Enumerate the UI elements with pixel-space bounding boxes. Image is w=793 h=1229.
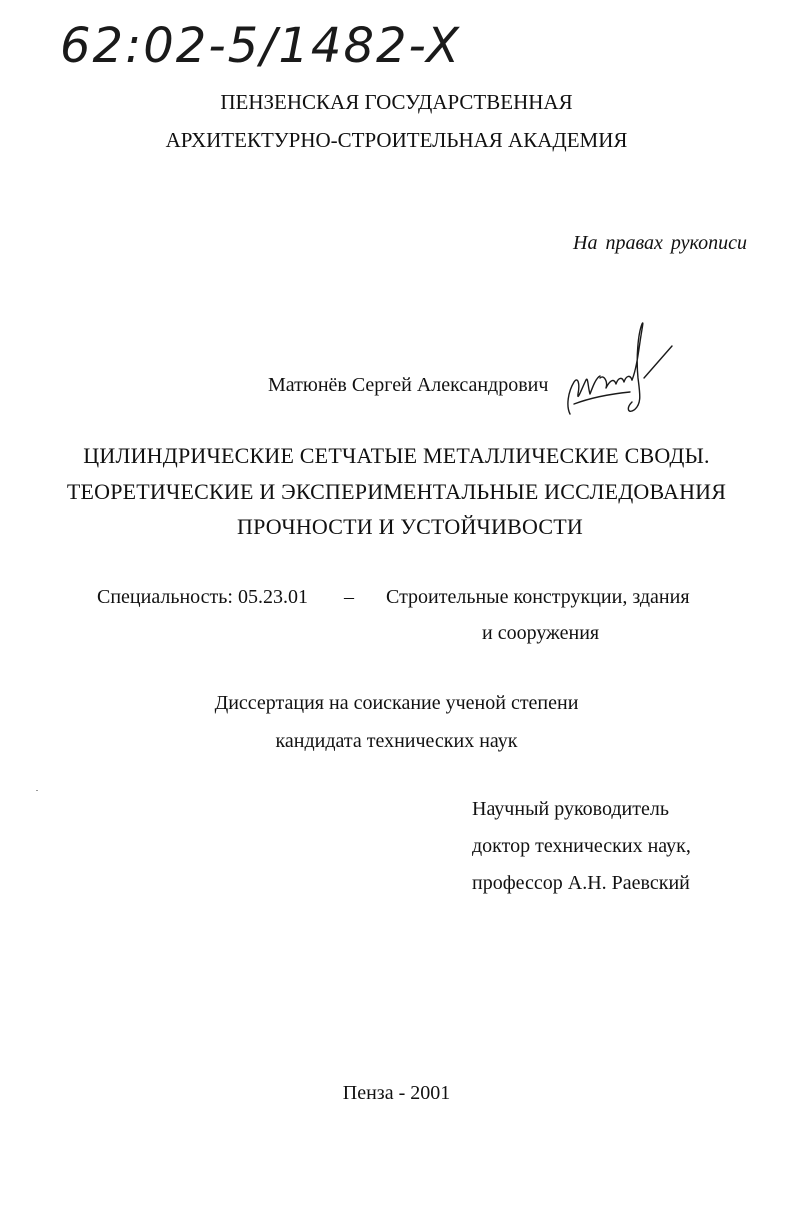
institution-line-2: АРХИТЕКТУРНО-СТРОИТЕЛЬНАЯ АКАДЕМИЯ (165, 128, 628, 152)
place-year: Пенза - 2001 (342, 1082, 451, 1104)
specialty-name-line-2: и сооружения (482, 622, 600, 644)
supervisor-line-3: профессор А.Н. Раевский (472, 872, 690, 894)
supervisor-line-2: доктор технических наук, (472, 835, 691, 857)
scan-speck (36, 790, 38, 791)
author-name: Матюнёв Сергей Александрович (268, 374, 549, 396)
specialty-code: Специальность: 05.23.01 (97, 586, 308, 608)
thesis-title-line-1: ЦИЛИНДРИЧЕСКИЕ СЕТЧАТЫЕ МЕТАЛЛИЧЕСКИЕ СВОДЫ. (83, 443, 710, 468)
supervisor-line-1: Научный руководитель (472, 798, 669, 820)
thesis-title-line-2: ТЕОРЕТИЧЕСКИЕ И ЭКСПЕРИМЕНТАЛЬНЫЕ ИССЛЕДОВАНИЯ (66, 479, 727, 504)
thesis-title-line-3: ПРОЧНОСТИ И УСТОЙЧИВОСТИ (237, 514, 583, 539)
archive-number-text: 62:02-5/1482-X (60, 18, 462, 74)
dissertation-line-1: Диссертация на соискание ученой степени (214, 692, 579, 714)
author-signature (560, 318, 680, 422)
institution-line-1: ПЕНЗЕНСКАЯ ГОСУДАРСТВЕННАЯ (220, 90, 573, 114)
dissertation-line-2: кандидата технических наук (275, 730, 518, 752)
specialty-name-line-1: Строительные конструкции, здания (386, 586, 690, 608)
archive-number-handwritten (60, 6, 480, 76)
specialty-dash: – (344, 586, 354, 608)
manuscript-rights: На правах рукописи (573, 232, 747, 254)
